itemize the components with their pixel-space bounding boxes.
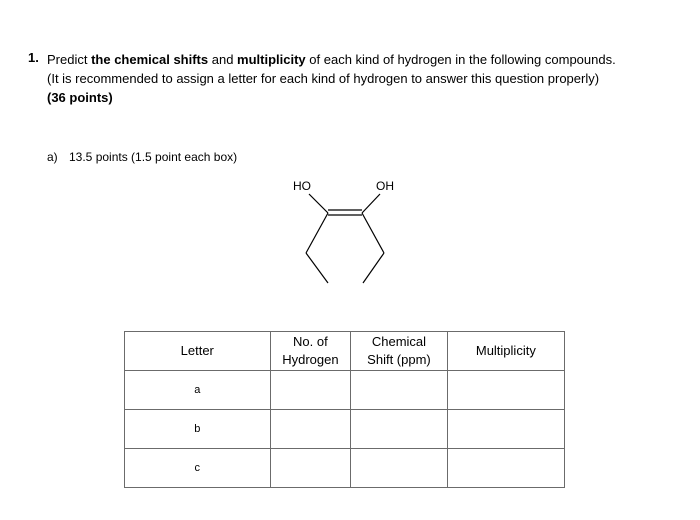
- table-row: [125, 410, 565, 449]
- answer-cell-no-hydrogen[interactable]: [270, 371, 351, 410]
- answer-cell-multiplicity[interactable]: [447, 410, 564, 449]
- bond-left-down: [306, 213, 328, 253]
- bond-o-left: [309, 194, 328, 213]
- header-no-hydrogen: [270, 332, 351, 371]
- q-text-part: of each kind of hydrogen in the following compounds.: [305, 52, 616, 67]
- answer-cell-shift[interactable]: [351, 410, 447, 449]
- table-row: [125, 371, 565, 410]
- answer-table: [124, 331, 565, 488]
- header-no-hydrogen-line2: Hydrogen: [282, 352, 339, 367]
- question-line-2: (It is recommended to assign a letter for each kind of hydrogen to answer this question properly): [47, 71, 600, 86]
- header-letter: Letter: [125, 332, 271, 371]
- header-shift-line2: Shift (ppm): [367, 352, 431, 367]
- bond-right-down: [362, 213, 384, 253]
- header-chemical-shift: [351, 332, 447, 371]
- q-bold-multiplicity: multiplicity: [237, 52, 306, 67]
- ho-label: HO: [293, 179, 311, 193]
- answer-cell-multiplicity[interactable]: [447, 449, 564, 488]
- row-letter: c: [125, 449, 271, 488]
- answer-cell-shift[interactable]: [351, 371, 447, 410]
- part-a-text: 13.5 points (1.5 point each box): [69, 150, 238, 164]
- table-header-row: [125, 332, 565, 371]
- answer-cell-multiplicity[interactable]: [447, 371, 564, 410]
- answer-cell-shift[interactable]: [351, 449, 447, 488]
- q-bold-chemical-shifts: the chemical shifts: [91, 52, 209, 67]
- points-label: (36 points): [47, 90, 113, 105]
- answer-cell-no-hydrogen[interactable]: [270, 449, 351, 488]
- header-multiplicity: Multiplicity: [447, 332, 564, 371]
- table-row: [125, 449, 565, 488]
- q-text-part: and: [208, 52, 238, 67]
- row-letter: a: [125, 371, 271, 410]
- header-no-hydrogen-line1: No. of: [293, 334, 328, 349]
- row-letter: b: [125, 410, 271, 449]
- oh-label: OH: [376, 179, 394, 193]
- bond-o-right: [362, 194, 380, 213]
- q-text-part: Predict: [47, 52, 92, 67]
- bond-right-end: [363, 253, 384, 283]
- answer-cell-no-hydrogen[interactable]: [270, 410, 351, 449]
- question-number: 1.: [28, 50, 39, 65]
- bond-left-end: [306, 253, 328, 283]
- part-a-letter: a): [47, 150, 58, 164]
- header-shift-line1: Chemical: [371, 334, 427, 349]
